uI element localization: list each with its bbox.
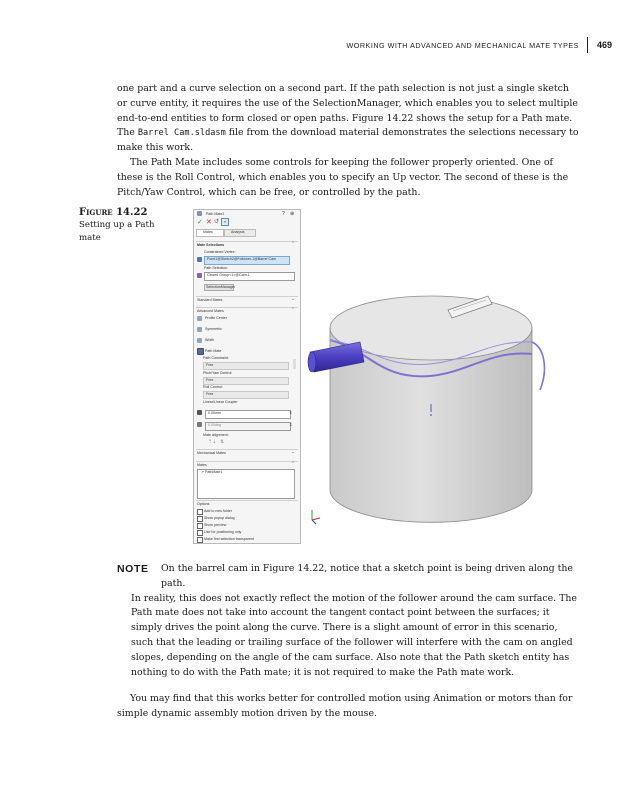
- divider: [196, 296, 298, 297]
- note-label: NOTE: [117, 563, 149, 575]
- body-text: [117, 82, 580, 200]
- divider: [196, 449, 298, 450]
- section-standard-mates[interactable]: Standard Mates: [197, 298, 223, 302]
- checkbox-show-preview[interactable]: [197, 523, 203, 529]
- mate-icon: [197, 211, 202, 216]
- paragraph-1-part-b: file from the download material demonstrates the selections necessary to make this work.: [117, 127, 579, 154]
- profile-center-icon: [197, 316, 202, 321]
- mate-list-icon: ↗: [201, 470, 205, 474]
- section-mates[interactable]: Mates: [197, 463, 207, 467]
- path-icon: [197, 273, 202, 278]
- checkbox-positioning-only[interactable]: [197, 530, 203, 536]
- undo-icon[interactable]: ↺: [214, 219, 220, 225]
- pushpin-icon[interactable]: »: [221, 218, 229, 226]
- section-advanced-mates[interactable]: Advanced Mates: [197, 309, 224, 313]
- file-name-code: Barrel Cam.sldasm: [137, 128, 226, 139]
- note-body: In reality, this does not exactly reflect the motion of the follower around the cam surface. The Path mate does not take into account the tangent contact point between the surfaces; it simply drives the point along the curve. There is a slight amount of error in this scenario, such that the leading or trailing surface of the follower will interfere with the cam on angled slopes, depending on the angle of the cam surface. Also note that the Path sketch entity has nothing to do with the Path mate; it is not required to make the Path mate work.: [131, 592, 577, 678]
- chevron-down-icon[interactable]: ⌄: [290, 449, 295, 455]
- option-positioning-only: Use for positioning only: [204, 530, 242, 534]
- scrollbar-handle[interactable]: [293, 359, 296, 369]
- note-block: [117, 562, 580, 680]
- chevron-up-icon[interactable]: ⌃: [290, 307, 295, 313]
- path-constraint-value: Free: [206, 363, 214, 367]
- option-show-preview: Show preview: [204, 523, 227, 527]
- section-mate-selections-label: Mate Selections: [197, 243, 225, 247]
- divider: [196, 307, 298, 308]
- checkbox-show-popup[interactable]: [197, 516, 203, 522]
- paragraph-1-part-a: one part and a curve selection on a second part. If the path selection is not just a single sketch or curve entity, it requires the use of the SelectionManager, which enables you to select multiple end-to-end entities to form closed or open paths. Figure 14.22 shows the setup for a Path mate. The: [117, 83, 578, 139]
- figure-caption: [79, 206, 179, 245]
- help-icon[interactable]: ?: [282, 211, 285, 217]
- cancel-icon[interactable]: ✕: [206, 219, 212, 226]
- checkbox-add-to-folder[interactable]: [197, 509, 203, 515]
- ok-check-icon[interactable]: ✓: [197, 219, 203, 226]
- spin-arrows-icon[interactable]: ⇕: [289, 422, 293, 427]
- tab-analysis-label: Analysis: [231, 230, 245, 234]
- section-mechanical-mates[interactable]: Mechanical Mates: [197, 451, 226, 455]
- option-transparent: Make first selection transparent: [204, 537, 254, 541]
- adv-width[interactable]: Width: [205, 338, 215, 342]
- checkbox-transparent[interactable]: [197, 537, 203, 543]
- adv-path-mate[interactable]: Path Mate: [205, 349, 222, 353]
- roll-control-label: Roll Control:: [203, 385, 223, 389]
- tab-analysis[interactable]: [224, 229, 256, 237]
- tab-mates[interactable]: [196, 229, 224, 237]
- path-mate-icon[interactable]: [197, 348, 204, 355]
- chevron-down-icon[interactable]: ⌄: [290, 296, 295, 302]
- chevron-up-icon[interactable]: ⌃: [290, 461, 295, 467]
- path-constraint-dropdown[interactable]: [203, 362, 289, 370]
- vertex-icon: [197, 257, 202, 262]
- option-add-to-folder: Add to new folder: [204, 509, 232, 513]
- option-show-popup: Show popup dialog: [204, 516, 235, 520]
- mates-list-item[interactable]: PathMate1: [205, 470, 223, 474]
- path-mate-property-panel: [193, 209, 301, 544]
- figure-label: Figure 14.22: [79, 207, 148, 218]
- chevron-up-icon[interactable]: ⌃: [290, 241, 295, 247]
- closing-text: You may find that this works better for controlled motion using Animation or motors than for simple dynamic assembly motion driven by the mouse.: [117, 693, 573, 719]
- constrained-vertex-label: Constrained Vertex:: [204, 250, 236, 254]
- spin-arrows-icon[interactable]: ⇕: [289, 410, 293, 415]
- mates-list[interactable]: [197, 469, 295, 499]
- path-selection-value: Closed Group<1>@Cam-1: [207, 273, 250, 277]
- paragraph-1: [117, 82, 580, 156]
- linear-coupler-label: Linear/Linear Coupler: [203, 400, 238, 404]
- width-icon: [197, 338, 202, 343]
- roll-control-dropdown[interactable]: [203, 391, 289, 399]
- running-head: WORKING WITH ADVANCED AND MECHANICAL MATE TYPES: [346, 40, 579, 50]
- constrained-vertex-value: Point1@Sketch2@Follower-1@Barrel Cam: [207, 257, 277, 261]
- mate-alignment-label: Mate alignment:: [203, 433, 229, 437]
- page-number: 469: [596, 40, 612, 50]
- note-first-line: On the barrel cam in Figure 14.22, notice that a sketch point is being driven along the path.: [161, 563, 573, 589]
- panel-title: Path Mate1: [206, 212, 225, 216]
- symmetric-icon: [197, 327, 202, 332]
- adv-profile-center[interactable]: Profile Center: [205, 316, 227, 320]
- adv-symmetric[interactable]: Symmetric: [205, 327, 222, 331]
- barrel-cam-3d-view: [300, 280, 562, 542]
- path-constraint-label: Path Constraint:: [203, 356, 229, 360]
- path-selection-field[interactable]: [204, 272, 295, 281]
- roll-control-value: Free: [206, 392, 214, 396]
- anti-aligned-icon[interactable]: ⇅: [220, 439, 225, 445]
- aligned-icon[interactable]: ⇡⇣: [208, 439, 217, 445]
- distance-icon: [197, 410, 202, 415]
- selection-manager-button[interactable]: [204, 284, 234, 291]
- page-header: [346, 37, 612, 53]
- angle-value: 0.00deg: [208, 423, 221, 427]
- divider: [196, 500, 298, 501]
- tab-mates-label: Mates: [203, 230, 213, 234]
- triad-axis-icon: [312, 510, 320, 524]
- distance-field[interactable]: [205, 410, 291, 419]
- pin-icon[interactable]: ⊕: [290, 211, 295, 217]
- figure-caption-text: Setting up a Path mate: [79, 220, 155, 243]
- pitch-yaw-label: Pitch/Yaw Control:: [203, 371, 233, 375]
- paragraph-2: The Path Mate includes some controls for keeping the follower properly oriented. One of these is the Roll Control, which enables you to specify an Up vector. The second of these is the Pitch/Yaw Control, which can be free, or controlled by the path.: [117, 156, 569, 198]
- section-options[interactable]: Options: [197, 502, 210, 506]
- constrained-vertex-field[interactable]: [204, 256, 290, 265]
- divider: [196, 461, 298, 462]
- angle-field[interactable]: [205, 422, 291, 431]
- pitch-yaw-value: Free: [206, 378, 214, 382]
- pitch-yaw-dropdown[interactable]: [203, 377, 289, 385]
- section-mate-selections[interactable]: [196, 241, 298, 242]
- path-selection-label: Path Selection:: [204, 266, 229, 270]
- selection-manager-label: SelectionManager: [206, 285, 235, 289]
- distance-value: 0.00mm: [208, 411, 221, 415]
- header-divider: [587, 37, 588, 53]
- angle-icon: [197, 422, 202, 427]
- closing-paragraph: [117, 692, 580, 722]
